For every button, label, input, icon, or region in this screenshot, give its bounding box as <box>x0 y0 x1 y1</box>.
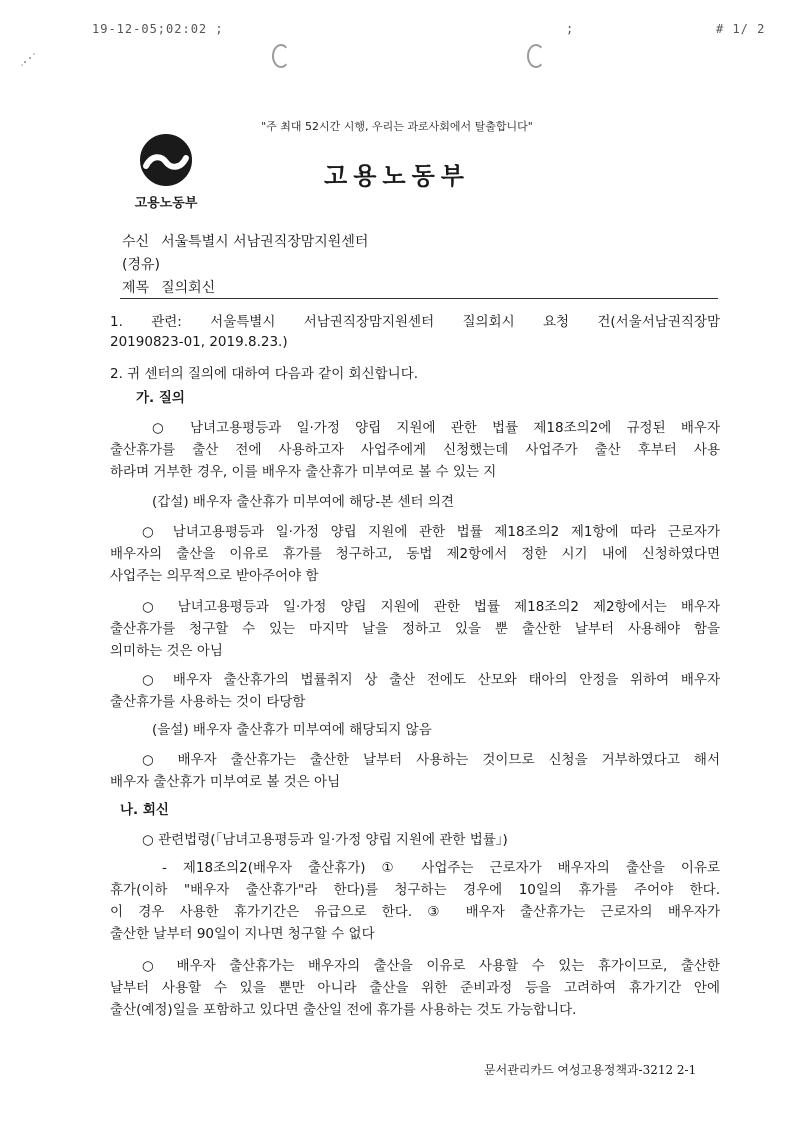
law-reference: ○ 관련법령(「남녀고용평등과 일·가정 양립 지원에 관한 법률」) <box>142 832 508 848</box>
section-na-heading: 나. 회신 <box>120 802 169 818</box>
fax-separator: ; <box>566 22 574 36</box>
fax-header <box>0 22 794 42</box>
question-line1: ○ 남녀고용평등과 일·가정 양립 지원에 관한 법률 제18조의2에 규정된 배우자 <box>152 420 720 436</box>
fax-page-number: # 1/ 2 <box>716 22 766 36</box>
gap-point1-line2: 배우자의 출산을 이유로 휴가를 청구하고, 동법 제2항에서 정한 시기 내에 신청하였다면 <box>110 546 720 562</box>
document-footer: 문서관리카드 여성고용정책과-3212 2-1 <box>484 1063 697 1077</box>
question-line2: 출산휴가를 출산 전에 사용하고자 사업주에게 신청했는데 사업주가 출산 후부터 사용 <box>110 442 720 458</box>
scan-specks <box>20 40 50 70</box>
subject-value: 질의회신 <box>161 280 216 296</box>
answer-line2: 날부터 사용할 수 있을 뿐만 아니라 출산을 위한 준비과정 등을 고려하여 휴가기간 안에 <box>110 980 720 996</box>
subject-line <box>122 277 215 297</box>
law-article-line4: 출산한 날부터 90일이 지나면 청구할 수 없다 <box>110 926 375 942</box>
gap-point2-line1: ○ 남녀고용평등과 일·가정 양립 지원에 관한 법률 제18조의2 제2항에서는 배우자 <box>142 599 720 615</box>
law-article-line3: 이 경우 사용한 휴가기간은 유급으로 한다. ③ 배우자 출산휴가는 근로자의 배우자가 <box>110 904 720 920</box>
recipient-value: 서울특별시 서남권직장맘지원센터 <box>161 234 369 250</box>
gap-opinion-heading: (갑설) 배우자 출산휴가 미부여에 해당-본 센터 의견 <box>152 494 454 510</box>
item1-line1: 1. 관련: 서울특별시 서남권직장맘지원센터 질의회시 요청 건(서울서남권직장맘 <box>110 314 720 330</box>
via-line <box>122 254 160 274</box>
section-ga-heading: 가. 질의 <box>136 390 185 406</box>
item2: 2. 귀 센터의 질의에 대하여 다음과 같이 회신합니다. <box>110 366 419 382</box>
header-divider <box>120 298 718 299</box>
law-article-line2: 휴가(이하 "배우자 출산휴가"라 한다)를 청구하는 경우에 10일의 휴가를 주어야 한다. <box>110 882 720 898</box>
gap-point2-line2: 출산휴가를 청구할 수 있는 마지막 날을 정하고 있을 뿐 출산한 날부터 사용해야 함을 <box>110 621 720 637</box>
gap-point3-line2: 출산휴가를 사용하는 것이 타당함 <box>110 694 306 710</box>
law-article-line1: - 제18조의2(배우자 출산휴가) ① 사업주는 근로자가 배우자의 출산을 이유로 <box>162 860 720 876</box>
gap-point2-line3: 의미하는 것은 아님 <box>110 643 223 659</box>
punch-hole-mark <box>272 44 290 68</box>
punch-hole-mark <box>527 44 545 68</box>
speck-dot <box>29 57 31 59</box>
ministry-title: 고용노동부 <box>324 162 470 190</box>
answer-line3: 출산(예정)일을 포함하고 있다면 출산일 전에 휴가를 사용하는 것도 가능합니다. <box>110 1002 577 1018</box>
fax-timestamp: 19-12-05;02:02 ; <box>92 22 224 36</box>
subject-label: 제목 <box>122 280 150 296</box>
via-value: (경유) <box>122 257 160 273</box>
slogan: "주 최대 52시간 시행, 우리는 과로사회에서 탈출합니다" <box>261 120 533 133</box>
gap-point1-line1: ○ 남녀고용평등과 일·가정 양립 지원에 관한 법률 제18조의2 제1항에 따라 근로자가 <box>142 524 720 540</box>
recipient-line <box>122 231 368 251</box>
question-line3: 하라며 거부한 경우, 이를 배우자 출산휴가 미부여로 볼 수 있는 지 <box>110 464 497 480</box>
recipient-label: 수신 <box>122 234 150 250</box>
eul-point1-line1: ○ 배우자 출산휴가는 출산한 날부터 사용하는 것이므로 신청을 거부하였다고 해서 <box>142 752 720 768</box>
logo-text: 고용노동부 <box>134 196 198 211</box>
gap-point3-line1: ○ 배우자 출산휴가의 법률취지 상 출산 전에도 산모와 태아의 안정을 위하여 배우자 <box>142 672 720 688</box>
eul-opinion-heading: (을설) 배우자 출산휴가 미부여에 해당되지 않음 <box>152 722 432 738</box>
item1-line2: 20190823-01, 2019.8.23.) <box>110 334 288 350</box>
speck-dot <box>24 61 26 63</box>
gap-point1-line3: 사업주는 의무적으로 받아주어야 함 <box>110 568 319 584</box>
speck-dot <box>33 53 35 55</box>
eul-point1-line2: 배우자 출산휴가 미부여로 볼 것은 아님 <box>110 774 341 790</box>
answer-line1: ○ 배우자 출산휴가는 배우자의 출산을 이유로 사용할 수 있는 휴가이므로, 출산한 <box>142 958 720 974</box>
speck-dot <box>21 64 23 66</box>
